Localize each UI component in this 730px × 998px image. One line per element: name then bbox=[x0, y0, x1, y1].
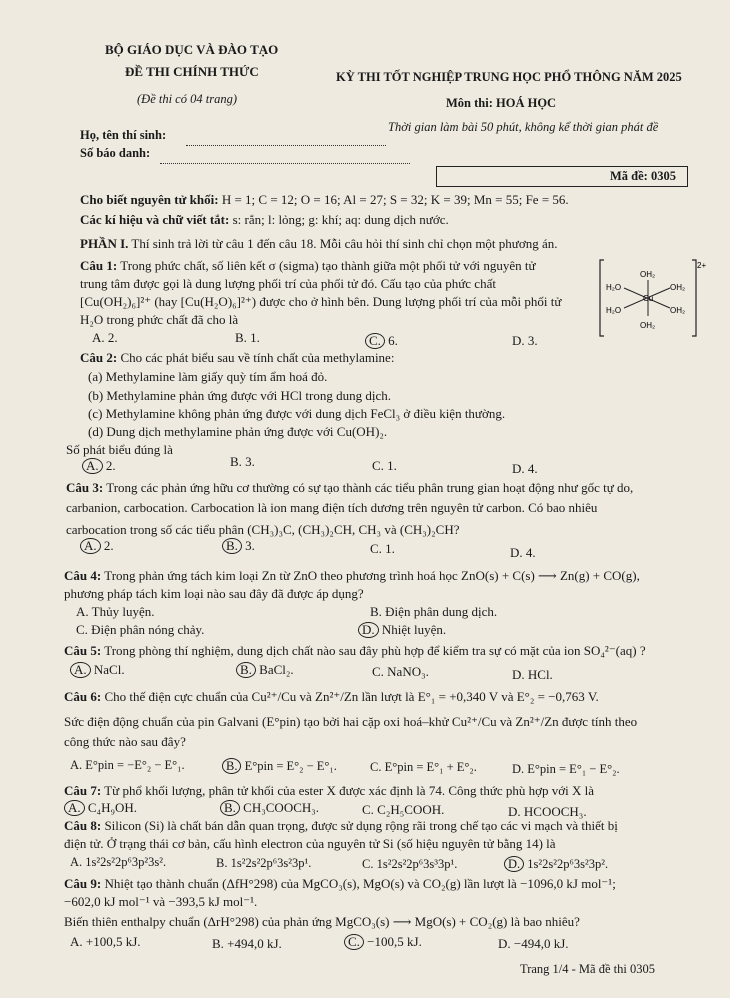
q4-line2: phương pháp tách kim loại nào sau đây đã được áp dụng? bbox=[64, 586, 364, 601]
q3-option-a[interactable] bbox=[80, 538, 114, 554]
q3-option-c[interactable]: C. 1. bbox=[370, 541, 395, 556]
q9-text1: Nhiệt tạo thành chuẩn (ΔfH°298) của MgCO₃(s), MgO(s) và CO₂(g) lần lượt là −1096,0 kJ mol⁻¹; bbox=[104, 876, 616, 891]
part1-text: Thí sinh trả lời từ câu 1 đến câu 18. Mỗi câu hỏi thí sinh chỉ chọn một phương án. bbox=[131, 236, 558, 251]
q8-d-circle: D. bbox=[504, 856, 524, 872]
q5-option-c[interactable]: C. NaNO₃. bbox=[372, 664, 429, 679]
q4-d-text: Nhiệt luyện. bbox=[381, 622, 447, 637]
q5-stem bbox=[64, 643, 646, 659]
page-count: (Đề thi có 04 trang) bbox=[137, 92, 237, 106]
q8-label: Câu 8: bbox=[64, 818, 102, 833]
ligand-left-bottom: H₂O bbox=[606, 306, 622, 315]
q7-option-c[interactable]: C. C₂H₅COOH. bbox=[362, 802, 445, 817]
q6-b-circle: B. bbox=[222, 758, 241, 774]
q2-count-prompt: Số phát biểu đúng là bbox=[66, 442, 173, 457]
q7-option-b[interactable] bbox=[220, 800, 319, 816]
id-line bbox=[160, 162, 410, 164]
exam-title: KỲ THI TỐT NGHIỆP TRUNG HỌC PHỔ THÔNG NĂM 2025 bbox=[336, 70, 682, 84]
q7-option-d[interactable]: D. HCOOCH₃. bbox=[508, 804, 587, 819]
abbr-values: s: rắn; l: lỏng; g: khí; aq: dung dịch nước. bbox=[232, 212, 449, 227]
q4-d-circle: D. bbox=[358, 622, 379, 638]
q7-label: Câu 7: bbox=[64, 783, 102, 798]
q2-statement-a: (a) Methylamine làm giấy quỳ tím ẩm hoá đỏ. bbox=[88, 369, 328, 384]
q1-line3: [Cu(OH₂)₆]²⁺ (hay [Cu(H₂O)₆]²⁺) được cho ở hình bên. Dung lượng phối trí của mỗi phối tử bbox=[80, 294, 562, 309]
q1-option-b[interactable]: B. 1. bbox=[235, 330, 260, 345]
q6-line1 bbox=[64, 689, 599, 705]
q9-label: Câu 9: bbox=[64, 876, 102, 891]
q5-stem-text: Trong phòng thí nghiệm, dung dịch chất nào sau đây phù hợp để kiểm tra sự có mặt của ion SO₄²⁻(aq) ? bbox=[104, 643, 646, 658]
ligand-left-top: H₂O bbox=[606, 283, 622, 292]
q4-line1 bbox=[64, 568, 640, 584]
abbreviations bbox=[80, 212, 449, 228]
official-label: ĐỀ THI CHÍNH THỨC bbox=[125, 64, 259, 79]
q3-label: Câu 3: bbox=[66, 480, 104, 495]
q6-b-text: E°pin = E°₂ − E°₁. bbox=[244, 759, 337, 773]
name-line bbox=[186, 144, 386, 146]
q5-a-circle: A. bbox=[70, 662, 91, 678]
q1-text1: Trong phức chất, số liên kết σ (sigma) tạo thành giữa một phối tử với nguyên tử bbox=[120, 258, 536, 273]
q4-label: Câu 4: bbox=[64, 568, 102, 583]
atomic-label: Cho biết nguyên tử khối: bbox=[80, 192, 219, 207]
q1-line4: H₂O trong phức chất đã cho là bbox=[80, 312, 239, 327]
q4-option-b[interactable]: B. Điện phân dung dịch. bbox=[370, 604, 498, 619]
time-limit: Thời gian làm bài 50 phút, không kể thời gian phát đề bbox=[388, 120, 659, 134]
q2-label: Câu 2: bbox=[80, 350, 118, 365]
q9-line3: Biến thiên enthalpy chuẩn (ΔrH°298) của phản ứng MgCO₃(s) ⟶ MgO(s) + CO₂(g) là bao nhiêu? bbox=[64, 914, 580, 929]
q9-option-b[interactable]: B. +494,0 kJ. bbox=[212, 936, 282, 951]
q7-option-a[interactable] bbox=[64, 800, 137, 816]
abbr-label: Các kí hiệu và chữ viết tắt: bbox=[80, 212, 230, 227]
q9-option-c[interactable] bbox=[344, 934, 422, 950]
atomic-values: H = 1; C = 12; O = 16; Al = 27; S = 32; K = 39; Mn = 55; Fe = 56. bbox=[221, 192, 569, 207]
q2-statement-d: (d) Dung dịch methylamine phản ứng được với Cu(OH)₂. bbox=[88, 424, 388, 439]
q2-option-a[interactable] bbox=[82, 458, 116, 474]
q5-b-text: BaCl₂. bbox=[259, 662, 294, 677]
q4-text1: Trong phản ứng tách kim loại Zn từ ZnO theo phương trình hoá học ZnO(s) + C(s) ⟶ Zn(g) + CO(g), bbox=[104, 568, 640, 583]
q1-c-text: 6. bbox=[388, 333, 398, 348]
page-footer: Trang 1/4 - Mã đề thi 0305 bbox=[520, 962, 655, 976]
q3-text1: Trong các phản ứng hữu cơ thường có sự tạo thành các tiểu phân trung gian hoạt động như gốc tự do, bbox=[106, 480, 634, 495]
q1-option-c[interactable] bbox=[365, 333, 398, 349]
complex-charge: 2+ bbox=[697, 261, 706, 270]
ministry-name: BỘ GIÁO DỤC VÀ ĐÀO TẠO bbox=[105, 42, 279, 57]
subject: Môn thi: HOÁ HỌC bbox=[446, 96, 557, 110]
q3-line3: carbocation trong số các tiểu phân (CH₃)₃C, (CH₃)₂CH, CH₃ và (CH₃)₂CH? bbox=[66, 522, 460, 537]
q7-a-text: C₄H₉OH. bbox=[87, 800, 138, 815]
q2-a-circle: A. bbox=[82, 458, 103, 474]
q6-line3: công thức nào sau đây? bbox=[64, 734, 186, 749]
q3-b-circle: B. bbox=[222, 538, 242, 554]
q6-option-d[interactable]: D. E°pin = E°₁ − E°₂. bbox=[512, 762, 620, 776]
q2-statement-b: (b) Methylamine phản ứng được với HCl trong dung dịch. bbox=[88, 388, 391, 403]
q8-option-b[interactable]: B. 1s²2s²2p⁶3s²3p¹. bbox=[216, 856, 312, 870]
q3-line1 bbox=[66, 480, 633, 496]
q3-a-text: 2. bbox=[103, 538, 114, 553]
q6-option-c[interactable]: C. E°pin = E°₁ + E°₂. bbox=[370, 760, 477, 774]
q5-option-d[interactable]: D. HCl. bbox=[512, 667, 553, 682]
q2-a-text: 2. bbox=[105, 458, 116, 473]
q2-option-c[interactable]: C. 1. bbox=[372, 458, 397, 473]
q4-option-d[interactable] bbox=[358, 622, 446, 638]
q5-option-a[interactable] bbox=[70, 662, 125, 678]
q3-line2: carbanion, carbocation. Carbocation là ion mang điện tích dương trên nguyên tử carbon. Có bao nhiêu bbox=[66, 500, 598, 515]
q7-b-text: CH₃COOCH₃. bbox=[243, 800, 320, 815]
q8-option-d[interactable] bbox=[504, 856, 608, 872]
q7-stem-text: Từ phổ khối lượng, phân tử khối của ester X được xác định là 74. Công thức phù hợp với X là bbox=[104, 783, 595, 798]
name-label: Họ, tên thí sinh: bbox=[80, 128, 167, 142]
q5-option-b[interactable] bbox=[236, 662, 294, 678]
atomic-masses bbox=[80, 192, 569, 208]
q6-line2: Sức điện động chuẩn của pin Galvani (E°pin) tạo bởi hai cặp oxi hoá–khử Cu²⁺/Cu và Zn²⁺/Zn được tính theo bbox=[64, 714, 638, 729]
q6-label: Câu 6: bbox=[64, 689, 102, 704]
q8-option-c[interactable]: C. 1s²2s²2p⁶3s³3p¹. bbox=[362, 857, 458, 871]
q1-line2: trung tâm được gọi là dung lượng phối trí của phối tử đó. Cấu tạo của phức chất bbox=[80, 276, 496, 291]
q1-option-a[interactable]: A. 2. bbox=[92, 330, 118, 345]
q2-stem bbox=[80, 350, 394, 366]
q1-c-circle: C. bbox=[365, 333, 385, 349]
q8-line1 bbox=[64, 818, 618, 834]
q3-option-d[interactable]: D. 4. bbox=[510, 545, 536, 560]
q2-option-b[interactable]: B. 3. bbox=[230, 454, 255, 469]
q4-option-c[interactable]: C. Điện phân nóng chảy. bbox=[76, 622, 205, 637]
q8-option-a[interactable]: A. 1s²2s²2p⁶3p²3s². bbox=[70, 855, 167, 869]
q1-line1 bbox=[80, 258, 536, 274]
cu-center: Cu bbox=[643, 294, 654, 303]
q1-label: Câu 1: bbox=[80, 258, 118, 273]
q8-line2: điện tử. Ở trạng thái cơ bản, cấu hình electron của nguyên tử Si (số hiệu nguyên tử bằng 14) là bbox=[64, 836, 556, 851]
q5-b-circle: B. bbox=[236, 662, 256, 678]
ligand-top: OH₂ bbox=[640, 270, 656, 279]
q7-b-circle: B. bbox=[220, 800, 240, 816]
cu-complex-diagram bbox=[598, 258, 706, 338]
q8-d-text: 1s²2s²2p⁶3s²3p². bbox=[527, 857, 609, 871]
q8-text1: Silicon (Si) là chất bán dẫn quan trọng, được sử dụng rộng rãi trong chế tạo các vi mạch và thiết bị bbox=[104, 818, 618, 833]
q9-option-a[interactable]: A. +100,5 kJ. bbox=[70, 934, 141, 949]
exam-code: Mã đề: 0305 bbox=[610, 169, 676, 183]
q9-line1 bbox=[64, 876, 616, 892]
ligand-bottom: OH₂ bbox=[640, 321, 656, 330]
q7-a-circle: A. bbox=[64, 800, 85, 816]
q2-stem-text: Cho các phát biểu sau về tính chất của methylamine: bbox=[120, 350, 395, 365]
q6-option-a[interactable]: A. E°pin = −E°₂ − E°₁. bbox=[70, 758, 185, 772]
part1-instruction bbox=[80, 236, 557, 252]
q9-line2: −602,0 kJ mol⁻¹ và −393,5 kJ mol⁻¹. bbox=[64, 894, 258, 909]
q3-b-text: 3. bbox=[245, 538, 255, 553]
q6-option-b[interactable] bbox=[222, 758, 337, 774]
part1-label: PHẦN I. bbox=[80, 236, 129, 251]
ligand-right-bottom: OH₂ bbox=[670, 306, 686, 315]
id-label: Số báo danh: bbox=[80, 146, 151, 160]
q6-text1: Cho thế điện cực chuẩn của Cu²⁺/Cu và Zn²⁺/Zn lần lượt là E°₁ = +0,340 V và E°₂ = −0,763 V. bbox=[104, 689, 599, 704]
q5-a-text: NaCl. bbox=[93, 662, 125, 677]
q3-option-b[interactable] bbox=[222, 538, 255, 554]
ligand-right-top: OH₂ bbox=[670, 283, 686, 292]
q1-option-d[interactable]: D. 3. bbox=[512, 333, 538, 348]
q5-label: Câu 5: bbox=[64, 643, 102, 658]
q3-a-circle: A. bbox=[80, 538, 101, 554]
q9-c-circle: C. bbox=[344, 934, 364, 950]
q4-option-a[interactable]: A. Thủy luyện. bbox=[76, 604, 155, 619]
q2-statement-c: (c) Methylamine không phản ứng được với dung dịch FeCl₃ ở điều kiện thường. bbox=[88, 406, 506, 421]
q2-option-d[interactable]: D. 4. bbox=[512, 461, 538, 476]
q9-c-text: −100,5 kJ. bbox=[367, 934, 422, 949]
q9-option-d[interactable]: D. −494,0 kJ. bbox=[498, 936, 569, 951]
q7-stem bbox=[64, 783, 594, 799]
